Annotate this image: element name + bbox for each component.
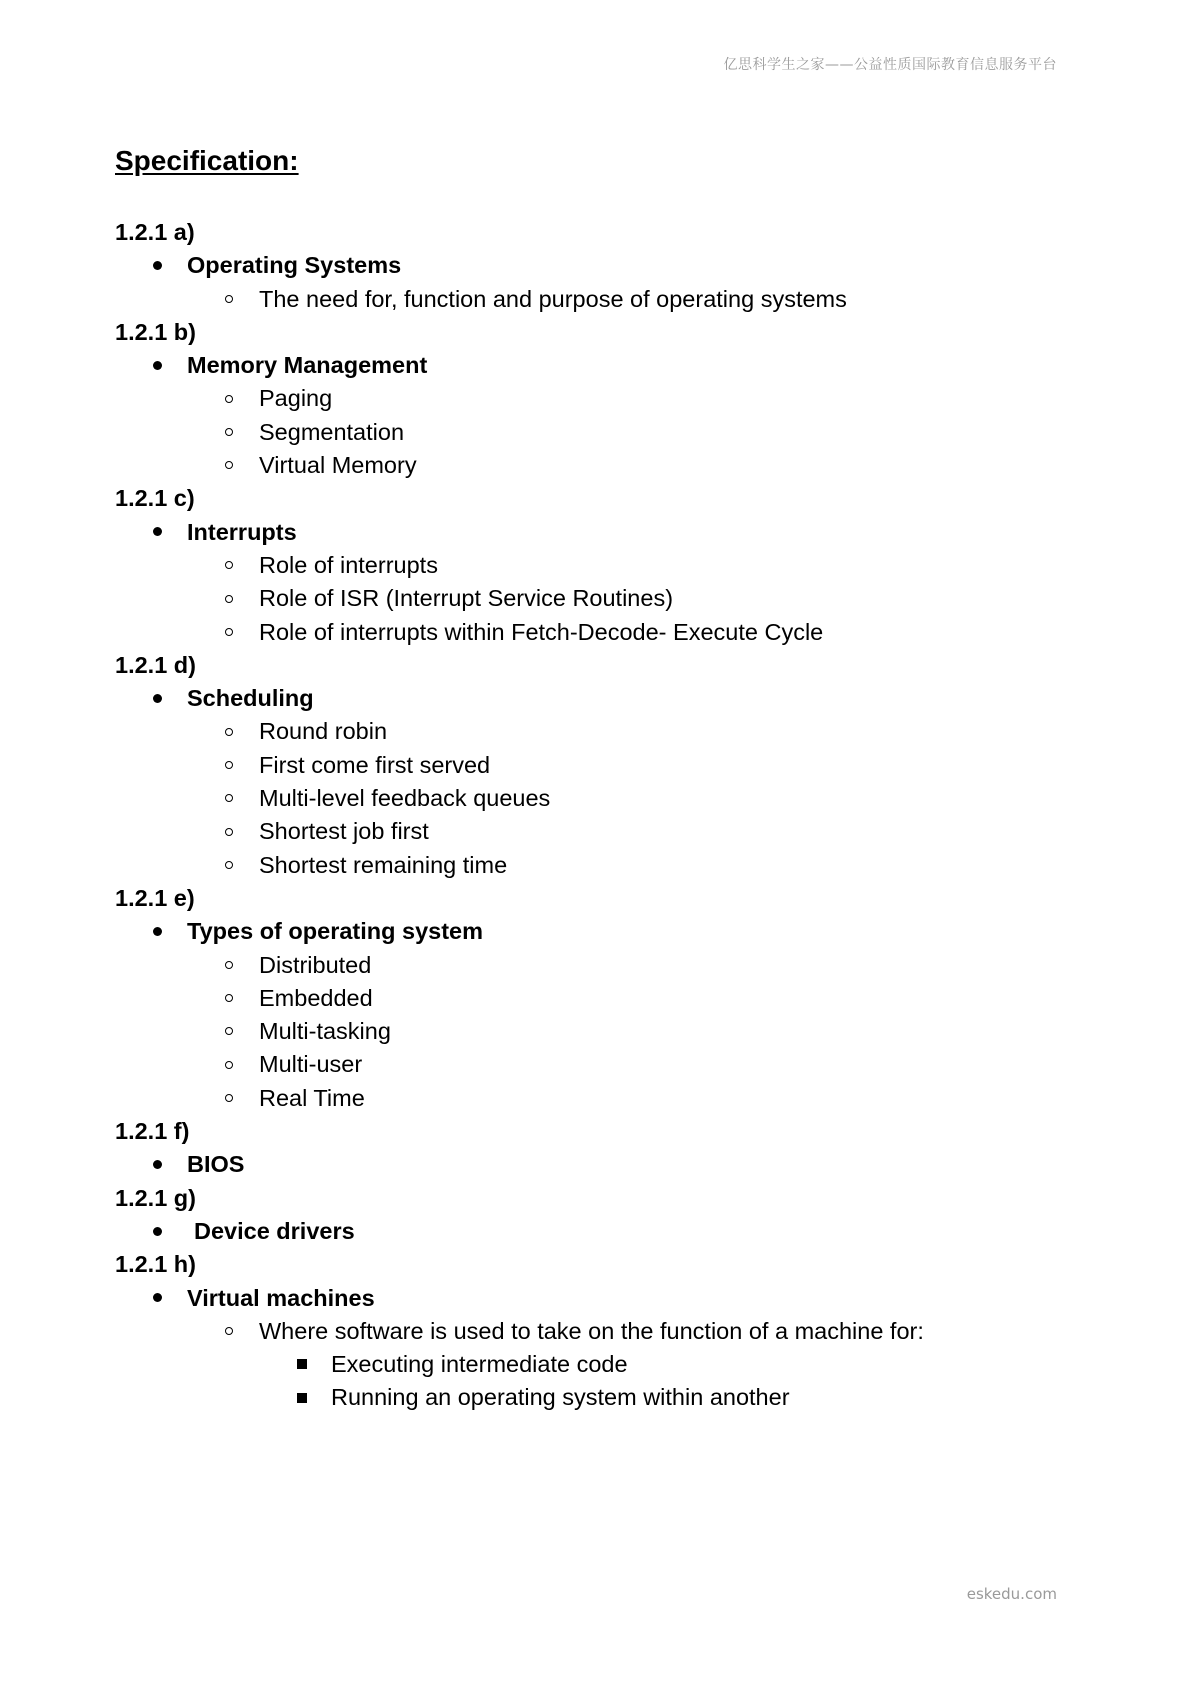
list-item-label: Paging [259, 385, 333, 412]
section-code: 1.2.1 e) [115, 884, 195, 911]
topic-item [115, 1215, 1075, 1248]
list-item-label: Real Time [259, 1084, 365, 1111]
page-title: Specification: [115, 145, 299, 176]
topic-label: Interrupts [187, 518, 297, 545]
bullet-circle-icon [223, 616, 259, 649]
bullet-disc-icon [151, 349, 187, 382]
list-item [115, 849, 1075, 882]
list-item-label: Virtual Memory [259, 452, 417, 479]
section-code: 1.2.1 b) [115, 318, 196, 345]
specification-outline [115, 216, 1075, 1415]
bullet-disc-icon [151, 516, 187, 549]
list-item [115, 382, 1075, 415]
topic-item [115, 516, 1075, 549]
section-code: 1.2.1 c) [115, 485, 195, 512]
list-item [115, 449, 1075, 482]
list-item [115, 949, 1075, 982]
bullet-circle-icon [223, 849, 259, 882]
list-item-label: Embedded [259, 984, 373, 1011]
bullet-circle-icon [223, 283, 259, 316]
list-item-label: Round robin [259, 718, 388, 745]
list-item-label: Role of interrupts within Fetch-Decode- Execute Cycle [259, 618, 824, 645]
list-item [115, 616, 1075, 649]
topic-label: BIOS [187, 1151, 245, 1178]
bullet-square-icon [295, 1381, 331, 1414]
list-item [115, 549, 1075, 582]
list-item-label: Multi-tasking [259, 1018, 391, 1045]
list-item-label: Multi-user [259, 1051, 363, 1078]
section-code: 1.2.1 d) [115, 651, 196, 678]
list-subitem [115, 1348, 1075, 1381]
list-item [115, 1048, 1075, 1081]
list-item-label: First come first served [259, 751, 491, 778]
bullet-circle-icon [223, 382, 259, 415]
topic-label: Memory Management [187, 352, 428, 379]
bullet-circle-icon [223, 449, 259, 482]
list-item-label: Role of ISR (Interrupt Service Routines) [259, 585, 674, 612]
list-item [115, 715, 1075, 748]
bullet-circle-icon [223, 782, 259, 815]
bullet-disc-icon [151, 682, 187, 715]
section-code: 1.2.1 a) [115, 219, 195, 245]
list-item [115, 749, 1075, 782]
bullet-square-icon [295, 1348, 331, 1381]
bullet-circle-icon [223, 715, 259, 748]
bullet-circle-icon [223, 1015, 259, 1048]
bullet-circle-icon [223, 416, 259, 449]
list-subitem [115, 1381, 1075, 1414]
topic-item [115, 349, 1075, 382]
header-watermark: 亿思科学生之家——公益性质国际教育信息服务平台 [723, 57, 1057, 73]
bullet-circle-icon [223, 549, 259, 582]
section-code: 1.2.1 h) [115, 1251, 196, 1278]
list-item [115, 283, 1075, 316]
bullet-disc-icon [151, 1282, 187, 1315]
section-code: 1.2.1 f) [115, 1118, 190, 1145]
bullet-disc-icon [151, 249, 187, 282]
topic-label: Device drivers [194, 1217, 355, 1244]
bullet-circle-icon [223, 749, 259, 782]
list-item-label: Where software is used to take on the function of a machine for: [259, 1317, 924, 1344]
topic-label: Scheduling [187, 685, 314, 712]
list-item-label: Shortest remaining time [259, 851, 508, 878]
bullet-circle-icon [223, 1315, 259, 1348]
topic-item [115, 915, 1075, 948]
list-item-label: Segmentation [259, 418, 405, 445]
footer-watermark: eskedu.com [966, 1585, 1057, 1603]
list-item [115, 982, 1075, 1015]
list-item [115, 782, 1075, 815]
list-item [115, 1315, 1075, 1348]
topic-label: Types of operating system [187, 918, 483, 945]
list-item [115, 582, 1075, 615]
bullet-circle-icon [223, 949, 259, 982]
topic-label: Virtual machines [187, 1284, 375, 1311]
list-item [115, 416, 1075, 449]
topic-item [115, 249, 1075, 282]
list-item-label: Shortest job first [259, 818, 429, 845]
list-item [115, 1082, 1075, 1115]
list-item-label: The need for, function and purpose of operating systems [259, 285, 847, 312]
bullet-circle-icon [223, 1048, 259, 1081]
bullet-circle-icon [223, 815, 259, 848]
list-subitem-label: Executing intermediate code [331, 1351, 628, 1378]
topic-item [115, 682, 1075, 715]
list-item-label: Role of interrupts [259, 551, 438, 578]
bullet-disc-icon [151, 1148, 187, 1181]
topic-item [115, 1282, 1075, 1315]
bullet-circle-icon [223, 1082, 259, 1115]
list-subitem-label: Running an operating system within another [331, 1384, 790, 1411]
section-code: 1.2.1 g) [115, 1184, 196, 1211]
bullet-disc-icon [151, 1215, 187, 1248]
topic-item [115, 1148, 1075, 1181]
list-item-label: Multi-level feedback queues [259, 785, 551, 812]
bullet-disc-icon [151, 915, 187, 948]
topic-label: Operating Systems [187, 252, 402, 279]
bullet-circle-icon [223, 582, 259, 615]
bullet-circle-icon [223, 982, 259, 1015]
list-item [115, 815, 1075, 848]
list-item-label: Distributed [259, 951, 372, 978]
list-item [115, 1015, 1075, 1048]
